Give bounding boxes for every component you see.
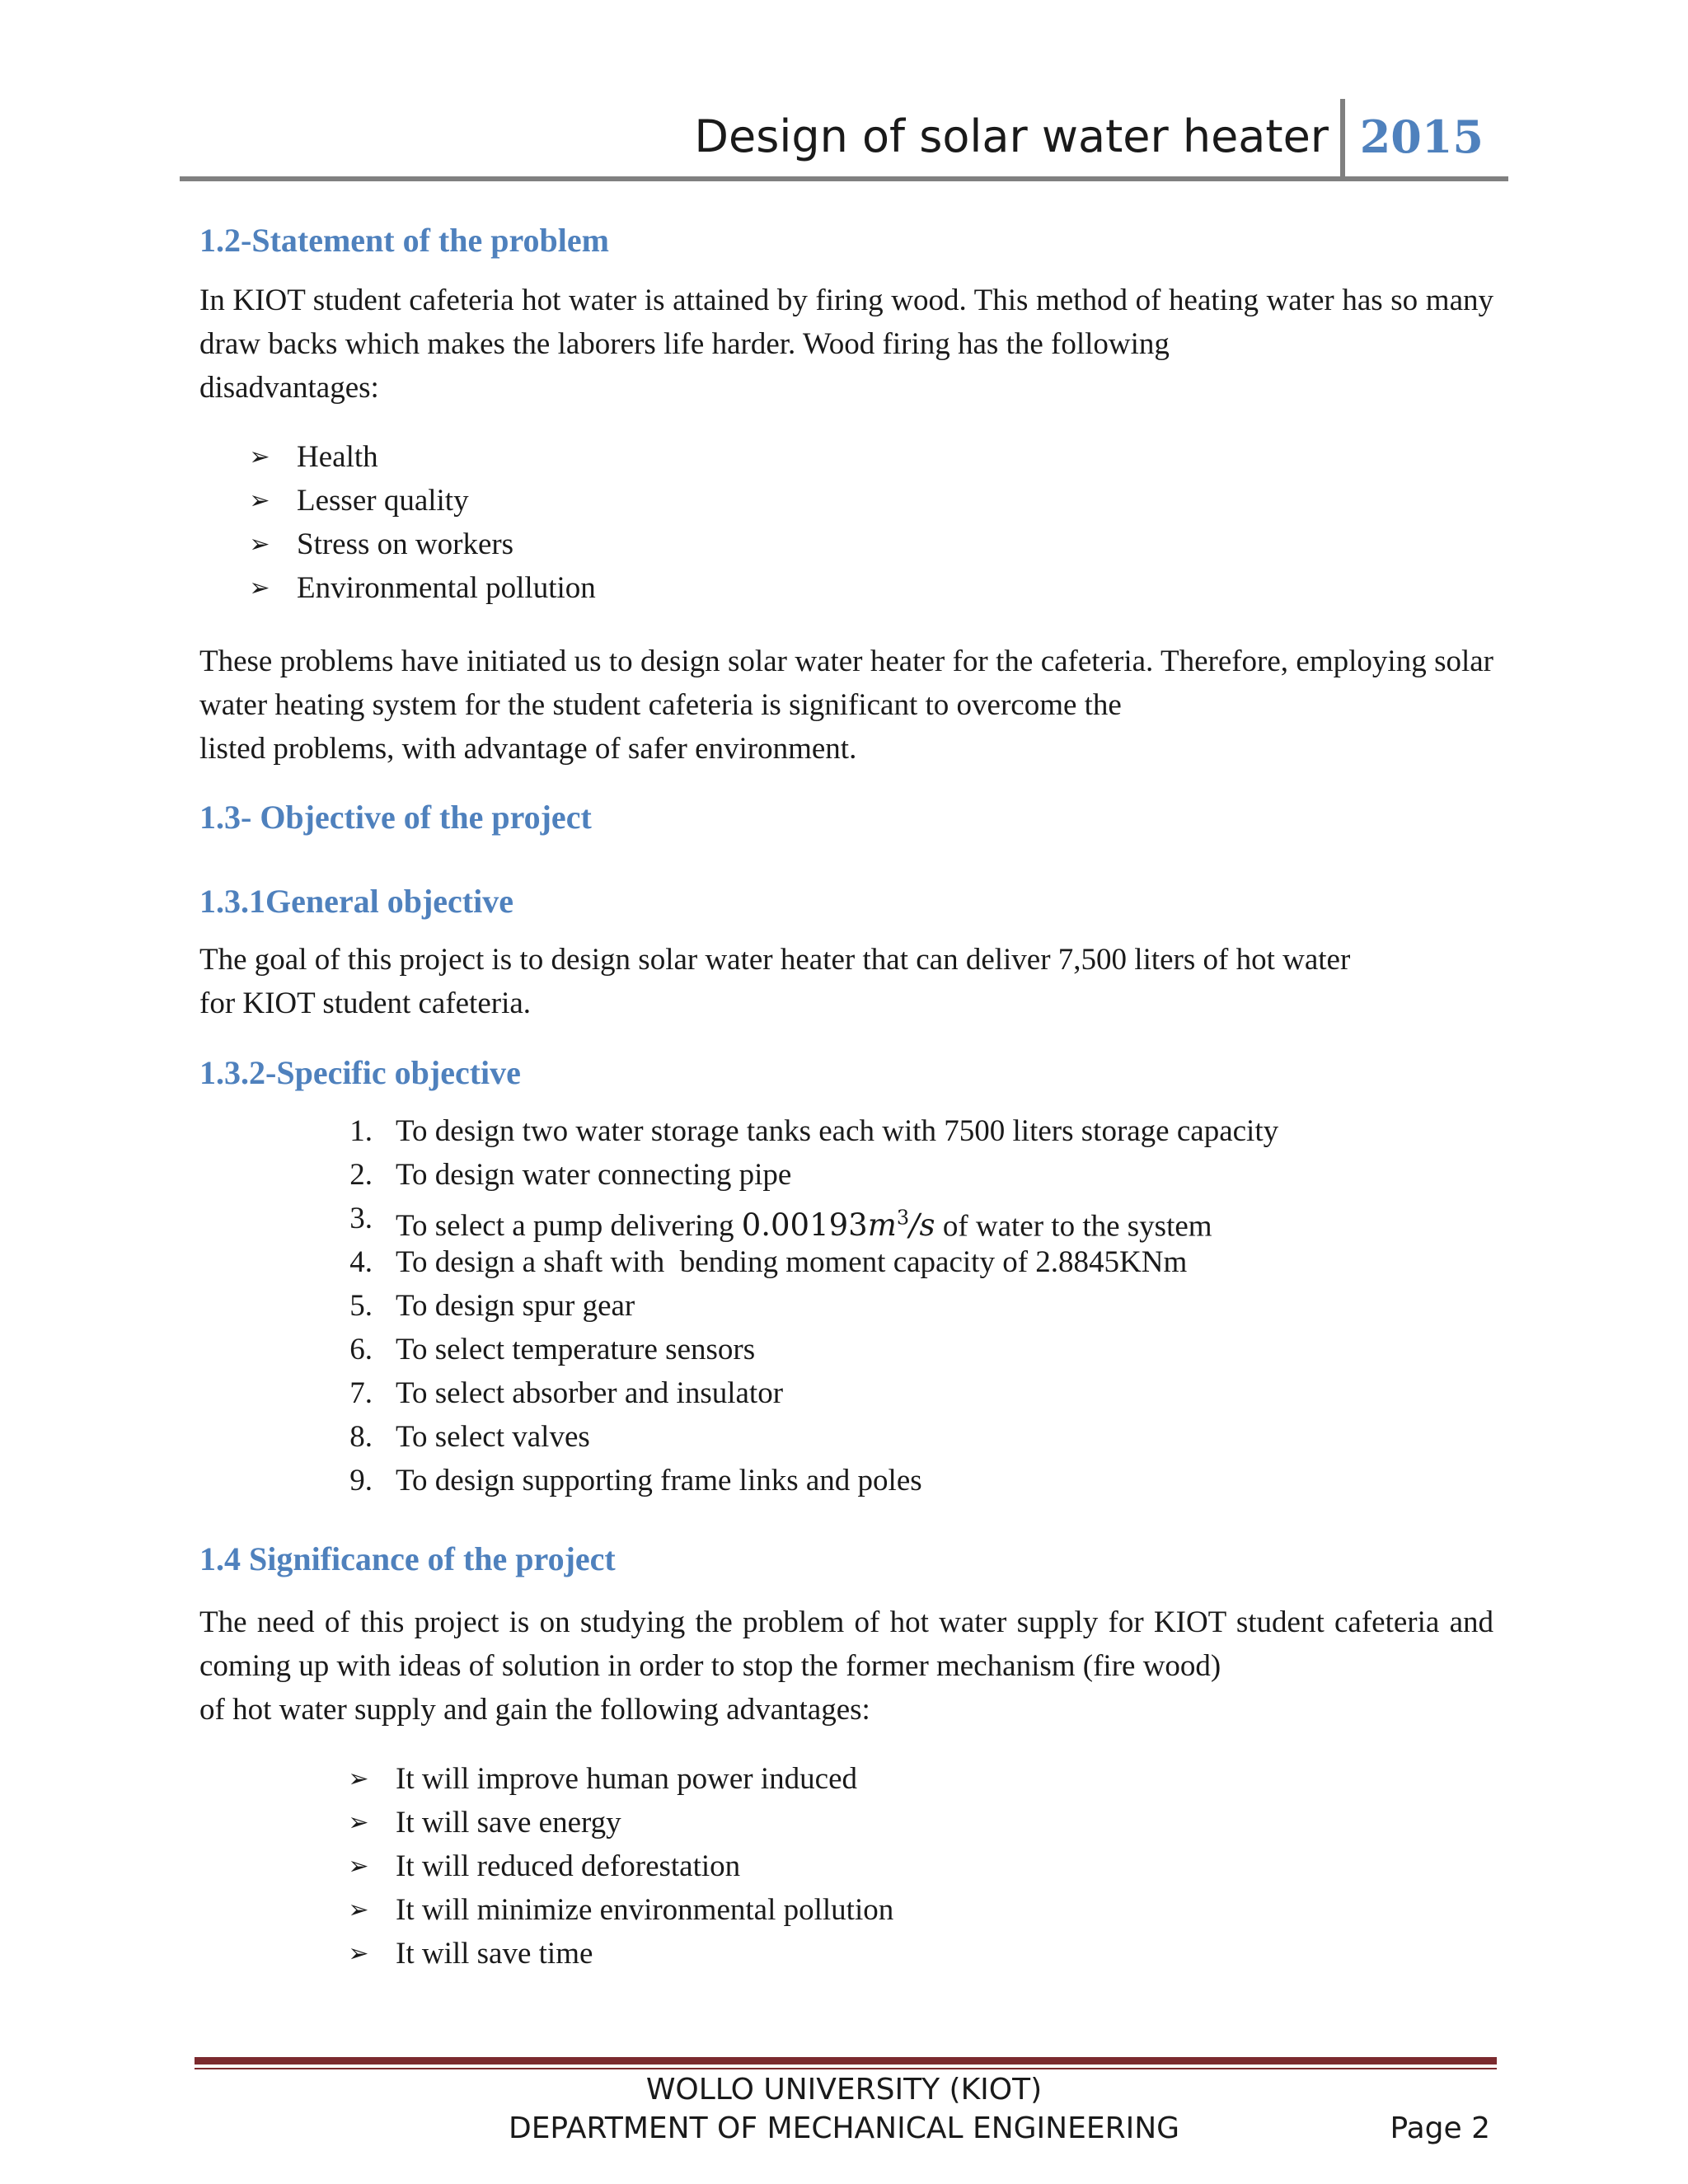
arrow-bullet-icon: ➢ [348, 1765, 369, 1793]
specific-objectives-list [321, 1109, 1278, 1502]
list-item: 9. To design supporting frame links and poles [349, 1464, 922, 1497]
list-item: ➢ It will save energy [346, 1801, 893, 1844]
subsection-heading-general: 1.3.1General objective [199, 883, 513, 920]
arrow-bullet-icon: ➢ [348, 1852, 369, 1881]
list-item: 4. To design a shaft with bending moment capacity of 2.8845KNm [349, 1245, 1188, 1279]
arrow-bullet-icon: ➢ [348, 1939, 369, 1968]
section-heading-problem: 1.2-Statement of the problem [199, 222, 609, 259]
footer-rule-thin [195, 2068, 1497, 2069]
section-heading-objective: 1.3- Objective of the project [199, 799, 592, 836]
section-heading-significance: 1.4 Significance of the project [199, 1540, 616, 1577]
general-objective-line: The goal of this project is to design solar water heater that can deliver 7,500 liters of hot water [199, 943, 1351, 977]
footer-rule [195, 2057, 1497, 2064]
list-item: ➢ It will reduced deforestation [346, 1844, 893, 1888]
arrow-bullet-icon: ➢ [348, 1808, 369, 1837]
problem-conclusion-text-last: listed problems, with advantage of safer environment. [199, 732, 857, 766]
list-item: 8. To select valves [349, 1420, 590, 1454]
general-objective-line: for KIOT student cafeteria. [199, 987, 532, 1020]
problem-intro-text: In KIOT student cafeteria hot water is attained by firing wood. This method of heating water has so many draw backs which makes the laborers life harder. Wood firing has the following [199, 284, 1493, 361]
problem-conclusion-paragraph [199, 640, 1493, 771]
list-item: 1. To design two water storage tanks each with 7500 liters storage capacity [349, 1114, 1279, 1148]
page-header [180, 97, 1508, 178]
problem-intro-text-last: disadvantages: [199, 371, 379, 405]
list-item: ➢ Health [247, 435, 596, 479]
list-item: 2. To design water connecting pipe [349, 1158, 792, 1192]
list-item: 3. To select a pump delivering $0.00193m^3/s$ of water to the system [349, 1202, 1212, 1244]
general-objective-paragraph [199, 938, 1493, 1025]
arrow-bullet-icon: ➢ [249, 486, 270, 515]
header-rule [180, 176, 1508, 181]
arrow-bullet-icon: ➢ [249, 574, 270, 602]
problem-intro-paragraph [199, 279, 1493, 410]
list-item: ➢ It will minimize environmental pollution [346, 1888, 893, 1932]
list-item: ➢ It will improve human power induced [346, 1757, 893, 1801]
subsection-heading-specific: 1.3.2-Specific objective [199, 1054, 521, 1091]
list-item: ➢ Lesser quality [247, 479, 596, 523]
footer-university: WOLLO UNIVERSITY (KIOT) [645, 2073, 1043, 2107]
document-year: 2015 [1359, 110, 1484, 163]
list-item: 6. To select temperature sensors [349, 1333, 756, 1366]
list-item: ➢ It will save time [346, 1932, 893, 1975]
list-item: ➢ Environmental pollution [247, 566, 596, 610]
disadvantages-list [247, 435, 596, 610]
list-item: 7. To select absorber and insulator [349, 1376, 784, 1410]
list-item: ➢ Stress on workers [247, 523, 596, 566]
header-divider [1340, 99, 1345, 178]
footer-department: DEPARTMENT OF MECHANICAL ENGINEERING [508, 2111, 1180, 2145]
arrow-bullet-icon: ➢ [348, 1896, 369, 1924]
flow-rate-formula: $0.00193m^3/s$ [741, 1207, 935, 1244]
significance-text: The need of this project is on studying the problem of hot water supply for KIOT student cafeteria and coming up with ideas of solution in order to stop the former mechanism (fire wood) [199, 1605, 1493, 1683]
significance-text-last: of hot water supply and gain the following advantages: [199, 1693, 870, 1727]
significance-paragraph [199, 1601, 1493, 1732]
list-item: 5. To design spur gear [349, 1289, 635, 1323]
arrow-bullet-icon: ➢ [249, 530, 270, 559]
arrow-bullet-icon: ➢ [249, 443, 270, 471]
advantages-list [346, 1757, 893, 1975]
page-number: Page 2 [1390, 2111, 1490, 2145]
problem-conclusion-text: These problems have initiated us to design solar water heater for the cafeteria. Therefore, employing solar water heating system for the student cafeteria is significant to overcome the [199, 644, 1493, 722]
document-title: Design of solar water heater [694, 110, 1329, 162]
